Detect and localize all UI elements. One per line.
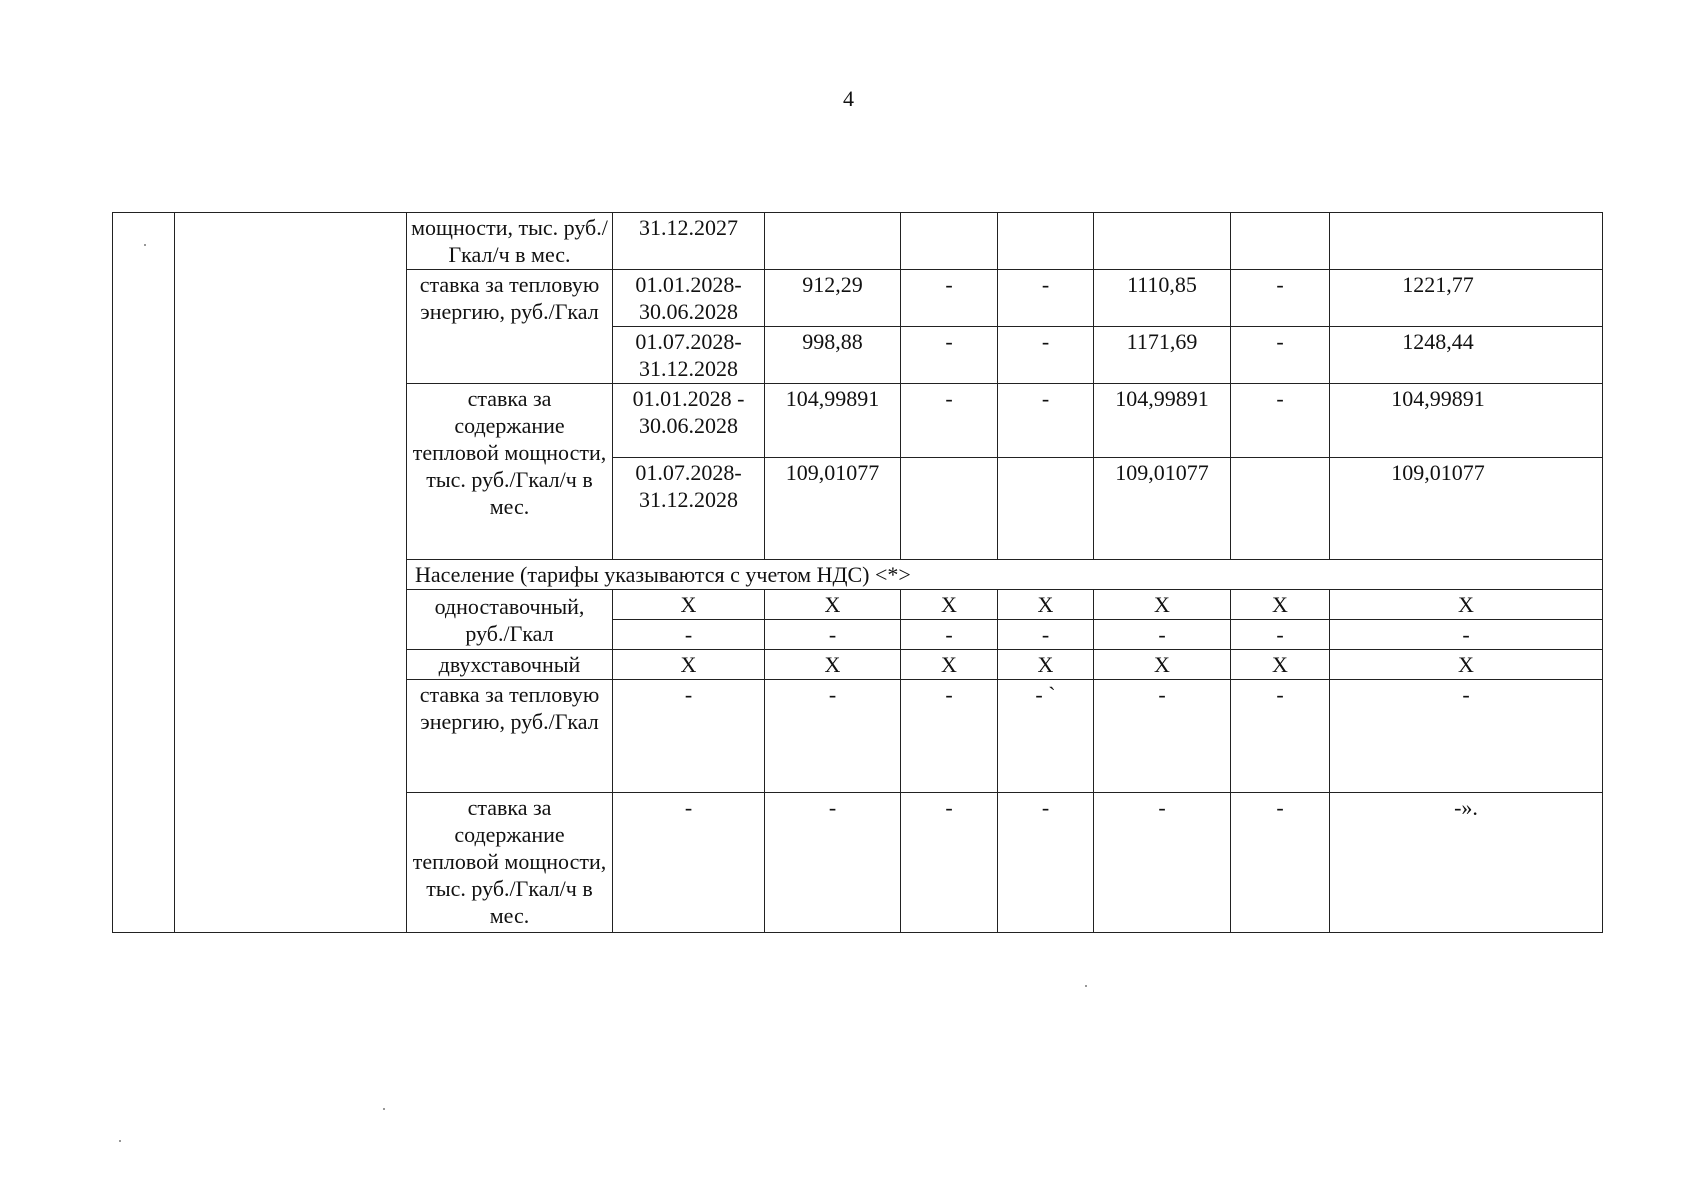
value-cell: 1221,77 bbox=[1330, 270, 1603, 327]
value-cell: - bbox=[1094, 680, 1231, 793]
value-cell: - bbox=[765, 620, 901, 650]
value-cell: X bbox=[998, 650, 1094, 680]
value-cell: X bbox=[1231, 650, 1330, 680]
value-cell: - bbox=[765, 680, 901, 793]
value-cell: 104,99891 bbox=[1094, 384, 1231, 458]
value-cell bbox=[1231, 458, 1330, 560]
tariff-table bbox=[112, 212, 1603, 933]
row-label: ставка за содержание тепловой мощности, тыс. руб./Гкал/ч в мес. bbox=[407, 384, 613, 560]
value-cell: - bbox=[1094, 620, 1231, 650]
index-cell bbox=[113, 213, 175, 933]
page-number: 4 bbox=[843, 86, 854, 111]
period-cell: 01.07.2028-31.12.2028 bbox=[613, 458, 765, 560]
value-cell: X bbox=[613, 590, 765, 620]
section-header: Население (тарифы указываются с учетом НДС) <*> bbox=[407, 560, 1603, 590]
value-cell: 1110,85 bbox=[1094, 270, 1231, 327]
value-cell bbox=[901, 458, 998, 560]
period-cell: 01.01.2028 - 30.06.2028 bbox=[613, 384, 765, 458]
value-cell: - bbox=[1231, 270, 1330, 327]
row-label: ставка за тепловую энергию, руб./Гкал bbox=[407, 680, 613, 793]
value-cell: - bbox=[901, 620, 998, 650]
scan-speck bbox=[383, 1108, 385, 1110]
table-row bbox=[113, 213, 1603, 270]
value-cell bbox=[998, 458, 1094, 560]
period-cell: 31.12.2027 bbox=[613, 213, 765, 270]
value-cell: - bbox=[998, 384, 1094, 458]
value-cell: 109,01077 bbox=[1094, 458, 1231, 560]
value-cell bbox=[1094, 213, 1231, 270]
value-cell: - bbox=[613, 793, 765, 933]
value-cell: - bbox=[1231, 680, 1330, 793]
value-cell: X bbox=[901, 650, 998, 680]
value-cell: X bbox=[901, 590, 998, 620]
value-cell bbox=[998, 213, 1094, 270]
value-cell: - bbox=[901, 270, 998, 327]
value-cell: 109,01077 bbox=[1330, 458, 1603, 560]
value-cell: - bbox=[998, 270, 1094, 327]
row-label: мощности, тыс. руб./Гкал/ч в мес. bbox=[407, 213, 613, 270]
value-cell: - bbox=[998, 327, 1094, 384]
value-cell: - bbox=[765, 793, 901, 933]
value-cell: 104,99891 bbox=[765, 384, 901, 458]
value-cell: - bbox=[901, 384, 998, 458]
value-cell: X bbox=[1094, 590, 1231, 620]
organization-cell bbox=[175, 213, 407, 933]
value-cell: - bbox=[901, 327, 998, 384]
value-cell bbox=[901, 213, 998, 270]
value-cell: X bbox=[765, 650, 901, 680]
value-cell: - ` bbox=[998, 680, 1094, 793]
row-label: двухставочный bbox=[407, 650, 613, 680]
value-cell: -». bbox=[1330, 793, 1603, 933]
row-label: одноставочный, руб./Гкал bbox=[407, 590, 613, 650]
value-cell: 912,29 bbox=[765, 270, 901, 327]
value-cell: X bbox=[1094, 650, 1231, 680]
value-cell: X bbox=[613, 650, 765, 680]
value-cell bbox=[1330, 213, 1603, 270]
value-cell: - bbox=[901, 680, 998, 793]
value-cell: X bbox=[1330, 650, 1603, 680]
value-cell: X bbox=[1330, 590, 1603, 620]
value-cell: 109,01077 bbox=[765, 458, 901, 560]
value-cell: 998,88 bbox=[765, 327, 901, 384]
value-cell: - bbox=[998, 620, 1094, 650]
value-cell bbox=[765, 213, 901, 270]
value-cell: - bbox=[1231, 327, 1330, 384]
value-cell: - bbox=[998, 793, 1094, 933]
value-cell: - bbox=[613, 680, 765, 793]
value-cell: X bbox=[765, 590, 901, 620]
period-cell: 01.07.2028-31.12.2028 bbox=[613, 327, 765, 384]
value-cell: 1171,69 bbox=[1094, 327, 1231, 384]
value-cell: 1248,44 bbox=[1330, 327, 1603, 384]
period-cell: 01.01.2028-30.06.2028 bbox=[613, 270, 765, 327]
value-cell: - bbox=[1330, 680, 1603, 793]
value-cell: X bbox=[1231, 590, 1330, 620]
row-label: ставка за содержание тепловой мощности, тыс. руб./Гкал/ч в мес. bbox=[407, 793, 613, 933]
value-cell: X bbox=[998, 590, 1094, 620]
value-cell: - bbox=[1231, 620, 1330, 650]
value-cell: - bbox=[1231, 793, 1330, 933]
value-cell: 104,99891 bbox=[1330, 384, 1603, 458]
value-cell: - bbox=[1094, 793, 1231, 933]
scan-speck bbox=[1085, 985, 1087, 987]
scan-speck bbox=[119, 1140, 121, 1142]
row-label: ставка за тепловую энергию, руб./Гкал bbox=[407, 270, 613, 384]
value-cell bbox=[1231, 213, 1330, 270]
value-cell: - bbox=[613, 620, 765, 650]
value-cell: - bbox=[901, 793, 998, 933]
value-cell: - bbox=[1231, 384, 1330, 458]
value-cell: - bbox=[1330, 620, 1603, 650]
